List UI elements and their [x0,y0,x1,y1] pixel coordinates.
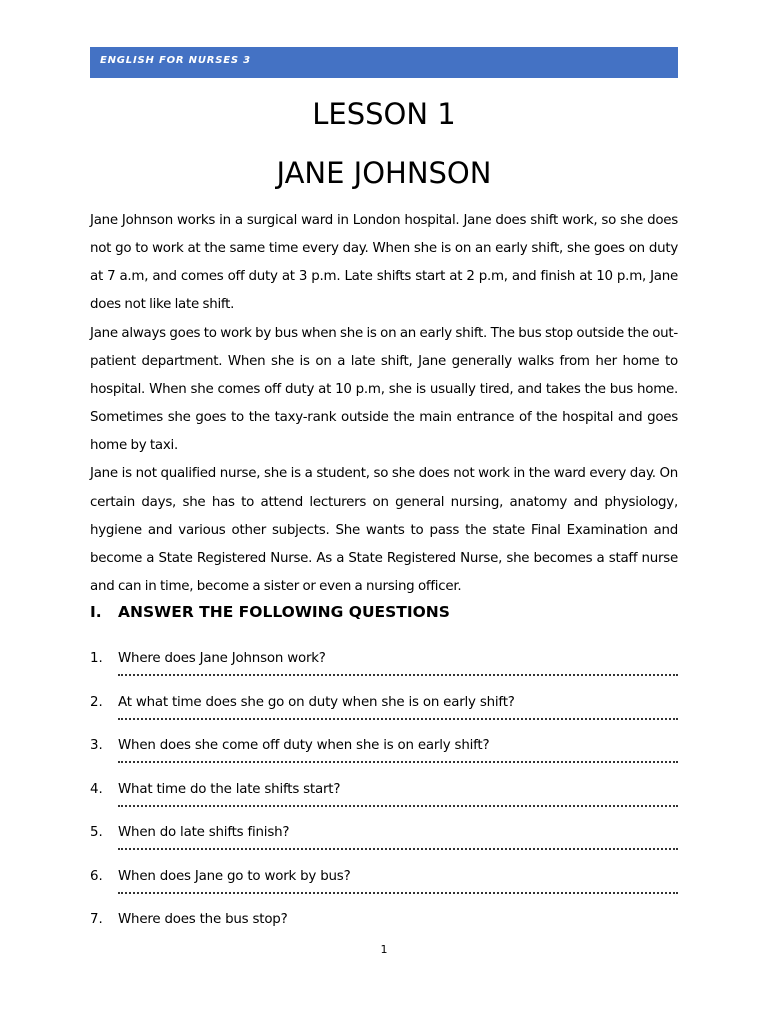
paragraph-3: Jane is not qualified nurse, she is a student, so she does not work in the ward every day. On certain days, she has to attend lecturers on general nursing, anatomy and physiology, hygiene and various other subjects. She wants to pass the state Final Examination and become a State Registered Nurse. As a State Registered Nurse, she becomes a staff nurse and can in time, become a sister or even a nursing officer. [90,466,678,595]
story-body [90,207,678,601]
question-number: 7. [90,912,103,927]
answer-line[interactable] [118,848,678,850]
question-text: When do late shifts finish? [118,825,290,840]
story-title: JANE JOHNSON [276,156,492,190]
question-text: Where does the bus stop? [118,912,288,927]
question-text: At what time does she go on duty when she is on early shift? [118,694,515,710]
answer-line[interactable] [118,674,678,676]
question-text: When does she come off duty when she is on early shift? [118,738,490,753]
exercise-number: I. [90,603,102,621]
question-number: 4. [90,781,103,797]
question-list [90,649,678,954]
answer-line[interactable] [118,761,678,763]
question-number: 6. [90,868,103,884]
question-number: 5. [90,825,103,840]
answer-line[interactable] [118,892,678,894]
question-item [90,780,678,824]
question-item [90,693,678,737]
question-number: 2. [90,694,103,710]
question-text: When does Jane go to work by bus? [118,868,351,884]
paragraph-2: Jane always goes to work by bus when she is on an early shift. The bus stop outside the out-patient department. When she is on a late shift, Jane generally walks from her home to hospital. When she comes off duty at 10 p.m, she is usually tired, and takes the bus home. Sometimes she goes to the taxy-rank outside the main entrance of the hospital and goes home by taxi. [90,325,678,454]
question-number: 3. [90,738,103,753]
question-text: What time do the late shifts start? [118,781,341,797]
question-item [90,823,678,867]
paragraph-1: Jane Johnson works in a surgical ward in London hospital. Jane does shift work, so she does not go to work at the same time every day. When she is on an early shift, she goes on duty at 7 a.m, and comes off duty at 3 p.m. Late shifts start at 2 p.m, and finish at 10 p.m, Jane does not like late shift. [90,213,678,313]
lesson-title: LESSON 1 [312,97,456,131]
question-item [90,736,678,780]
exercise-heading-text: ANSWER THE FOLLOWING QUESTIONS [118,603,450,621]
question-item [90,867,678,911]
question-number: 1. [90,651,103,666]
exercise-heading [90,603,678,621]
header-bar [90,47,678,78]
answer-line[interactable] [118,805,678,807]
answer-line[interactable] [118,718,678,720]
question-item [90,649,678,693]
header-label: ENGLISH FOR NURSES 3 [100,55,251,66]
page-number: 1 [380,943,388,956]
question-text: Where does Jane Johnson work? [118,651,326,666]
